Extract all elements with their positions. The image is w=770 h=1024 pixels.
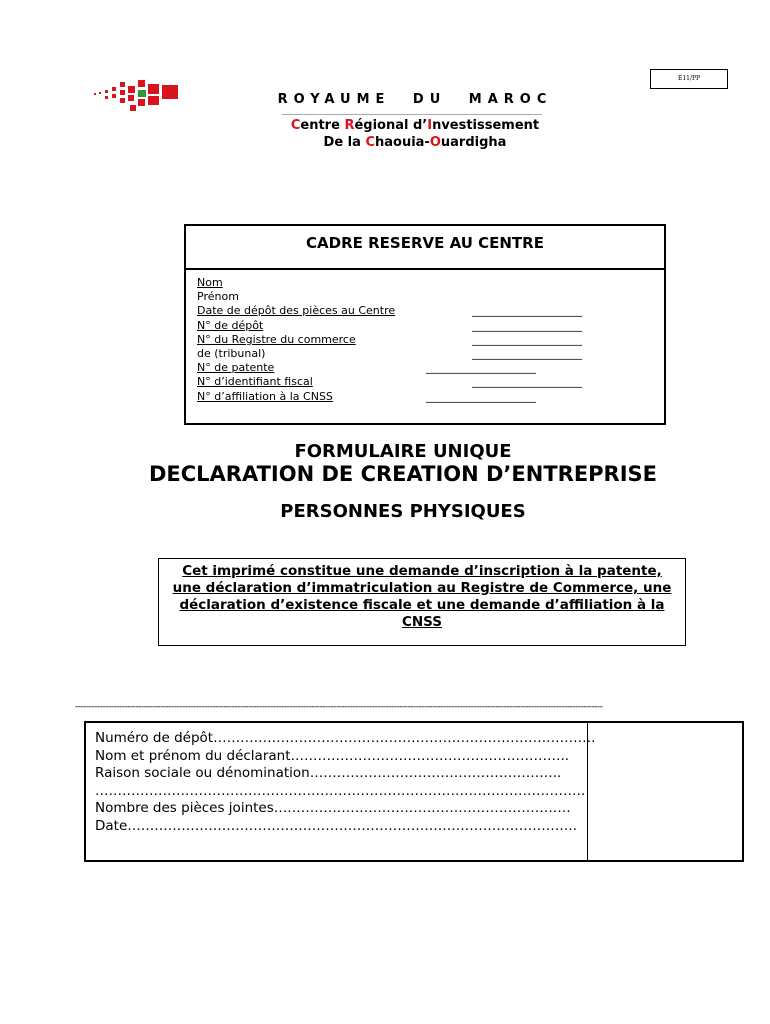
centre-name-segment: égional d’	[354, 118, 428, 133]
reserved-field-label: N° de dépôt	[197, 318, 264, 332]
reserved-field-label: N° d’identifiant fiscal	[197, 375, 313, 389]
form-reference-code: E11/PP	[650, 69, 728, 89]
form-title: FORMULAIRE UNIQUE	[294, 441, 512, 462]
centre-name-segment: O	[429, 135, 441, 150]
heading-divider	[282, 114, 542, 115]
centre-name-segment: De la	[323, 135, 366, 150]
reserved-field-label: Prénom	[197, 290, 239, 304]
reserved-field-blank[interactable]: ____________________	[472, 346, 582, 360]
reserved-field-row	[197, 375, 664, 389]
reserved-field-label: de (tribunal)	[197, 346, 266, 360]
centre-name-line2	[0, 134, 770, 151]
receipt-line[interactable]: Raison sociale ou dénomination………………………………………………..	[95, 765, 562, 781]
reserved-field-row	[197, 290, 664, 304]
centre-name-segment: nvestissement	[432, 118, 540, 133]
receipt-stub	[84, 721, 744, 862]
kingdom-heading: ROYAUME DU MAROC	[277, 92, 553, 107]
centre-name-segment: R	[344, 118, 355, 133]
receipt-line[interactable]: Date……………………………………………………………………………………….	[95, 817, 578, 834]
notice-box	[158, 558, 686, 646]
reserved-fields	[186, 270, 664, 404]
receipt-lines	[95, 730, 595, 835]
reserved-field-label: Nom	[197, 276, 223, 289]
centre-name-segment: I	[427, 118, 433, 133]
reserved-field-row	[197, 361, 664, 375]
centre-name-segment: C	[365, 135, 375, 150]
persons-subtitle: PERSONNES PHYSIQUES	[280, 501, 526, 522]
reserved-field-row	[197, 304, 664, 318]
declaration-title: DECLARATION DE CREATION D’ENTREPRISE	[148, 462, 658, 486]
receipt-line[interactable]: Numéro de dépôt………………………………………………………………………….	[95, 730, 596, 746]
reserved-field-label: Date de dépôt des pièces au Centre	[197, 304, 396, 318]
reserved-frame-title: CADRE RESERVE AU CENTRE	[186, 226, 664, 270]
centre-name-segment: C	[290, 118, 301, 133]
reserved-field-blank[interactable]: ____________________	[472, 332, 582, 346]
receipt-line[interactable]: Nombre des pièces jointes…………………………………………………………	[95, 800, 571, 816]
centre-name-segment: uardigha	[440, 135, 507, 150]
reserved-field-blank[interactable]: ____________________	[426, 389, 536, 403]
receipt-line[interactable]: ……………………………………………………………………………………………….	[95, 782, 586, 799]
reserved-field-row	[197, 319, 664, 333]
centre-name	[0, 117, 770, 151]
centre-name-segment: entre	[300, 118, 345, 133]
reserved-field-row	[197, 347, 664, 361]
reserved-field-label: N° de patente	[197, 361, 275, 375]
reserved-field-label: N° du Registre du commerce	[197, 332, 356, 346]
reserved-field-row	[197, 390, 664, 404]
receipt-line[interactable]: Nom et prénom du déclarant……………………………………………………..	[95, 747, 570, 764]
notice-text: Cet imprimé constitue une demande d’inscription à la patente, une déclaration d’immatriculation au Registre de Commerce, une déclaration d’existence fiscale et une demande d’affiliation à la CNSS	[172, 563, 672, 630]
centre-name-segment: haouia-	[374, 135, 430, 150]
reserved-frame	[184, 224, 666, 425]
reserved-field-row	[197, 333, 664, 347]
centre-name-line1	[0, 117, 770, 134]
cut-line: ------------------------------------------------------------------------------------------------------------------------------------------------------------------------------------------------	[75, 702, 603, 712]
reserved-field-row	[197, 276, 664, 290]
reserved-field-blank[interactable]: ____________________	[426, 361, 536, 375]
reserved-field-label: N° d’affiliation à la CNSS	[197, 389, 333, 403]
reserved-field-blank[interactable]: ____________________	[472, 318, 582, 332]
reserved-field-blank[interactable]: ____________________	[472, 304, 582, 318]
reserved-field-blank[interactable]: ____________________	[472, 375, 582, 389]
